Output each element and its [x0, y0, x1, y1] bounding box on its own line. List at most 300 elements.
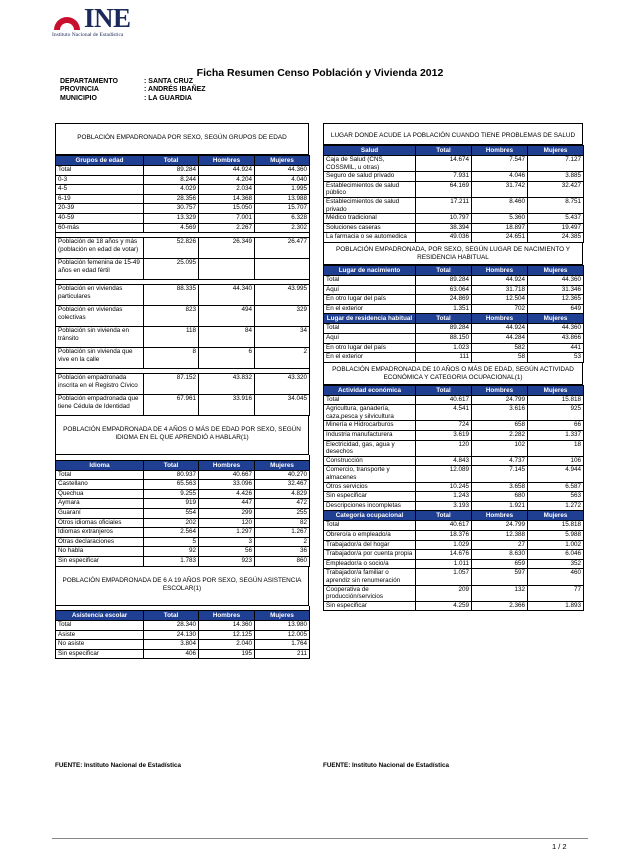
section-title-school-attendance: POBLACIÓN EMPADRONADA DE 6 A 19 AÑOS POR SEXO, SEGÚN ASISTENCIA ESCOLAR(1)	[55, 567, 309, 606]
section-title-language: POBLACIÓN EMPADRONADA DE 4 AÑOS O MÁS DE EDAD POR SEXO, SEGÚN IDIOMA EN EL QUE APRENDIÓ A HABLAR(1)	[55, 416, 309, 455]
cell-value: 563	[528, 492, 584, 502]
table-row	[324, 197, 584, 213]
cell-value: 89.284	[416, 275, 472, 285]
cell-value	[255, 259, 310, 280]
cell-value: 9.255	[144, 489, 199, 499]
cell-value: 352	[528, 559, 584, 569]
cell-value: 1.297	[199, 528, 255, 538]
row-label: Aquí	[324, 333, 416, 343]
cell-value: 24.799	[472, 521, 528, 531]
column-header: Mujeres	[255, 611, 310, 621]
ine-logo-text: INE	[84, 3, 131, 33]
cell-value: 106	[528, 456, 584, 466]
cell-value: 1.243	[416, 492, 472, 502]
source-note-right: FUENTE: Instituto Nacional de Estadística	[323, 762, 449, 769]
cell-value: 406	[144, 649, 199, 659]
cell-value: 24.130	[144, 630, 199, 640]
table-row	[56, 480, 310, 490]
meta-value: : LA GUARDIA	[144, 94, 192, 102]
column-header: Mujeres	[528, 314, 584, 324]
age-groups-table	[55, 155, 310, 416]
cell-value	[199, 259, 255, 280]
cell-value: 28.356	[144, 194, 199, 204]
table-row	[324, 285, 584, 295]
table-row	[56, 518, 310, 528]
cell-value: 13.980	[255, 621, 310, 631]
cell-value: 7.931	[416, 172, 472, 182]
cell-value: 24.869	[416, 295, 472, 305]
cell-value: 65.563	[144, 480, 199, 490]
row-label: Total	[324, 324, 416, 334]
cell-value: 44.360	[255, 166, 310, 176]
table-header-row	[56, 460, 310, 470]
economic-activity-table	[323, 385, 584, 612]
row-label: Población sin vivienda que vive en la calle	[56, 348, 144, 369]
cell-value: 3.193	[416, 501, 472, 511]
cell-value: 6.328	[255, 213, 310, 223]
table-row	[56, 509, 310, 519]
cell-value: 1.995	[255, 185, 310, 195]
cell-value: 659	[472, 559, 528, 569]
cell-value: 1.029	[416, 540, 472, 550]
cell-value: 8.630	[472, 550, 528, 560]
cell-value: 1.002	[528, 540, 584, 550]
cell-value: 3.616	[472, 405, 528, 421]
row-label: Población sin vivienda en tránsito	[56, 327, 144, 348]
section-title-age-groups: POBLACIÓN EMPADRONADA POR SEXO, SEGÚN GRUPOS DE EDAD	[55, 123, 309, 155]
cell-value: 64.169	[416, 181, 472, 197]
column-header: Hombres	[472, 265, 528, 275]
table-row	[56, 166, 310, 176]
cell-value: 10.245	[416, 482, 472, 492]
cell-value: 2	[255, 348, 310, 369]
table-row	[324, 492, 584, 502]
cell-value: 43.320	[255, 374, 310, 395]
table-row	[56, 185, 310, 195]
source-note-left: FUENTE: Instituto Nacional de Estadística	[55, 762, 181, 769]
table-row	[324, 324, 584, 334]
column-header: Mujeres	[528, 146, 584, 156]
meta-label: MUNICIPIO	[60, 94, 97, 102]
row-label: Sin especificar	[56, 557, 144, 567]
row-label: Comercio, transporte y almacenes	[324, 466, 416, 482]
meta-label: DEPARTAMENTO	[60, 78, 118, 85]
table-row	[324, 172, 584, 182]
row-label: Total	[324, 275, 416, 285]
cell-value: 89.284	[416, 324, 472, 334]
cell-value: 44.924	[472, 324, 528, 334]
cell-value: 582	[472, 343, 528, 353]
table-row	[56, 557, 310, 567]
cell-value: 43.832	[199, 374, 255, 395]
table-row	[56, 470, 310, 480]
cell-value: 53	[528, 353, 584, 363]
column-header: Total	[416, 511, 472, 521]
meta-row-provincia	[60, 86, 206, 94]
cell-value: 5	[144, 537, 199, 547]
table-row	[324, 156, 584, 172]
row-label: Otros idiomas oficiales	[56, 518, 144, 528]
column-header: Hombres	[472, 385, 528, 395]
table-row	[324, 466, 584, 482]
cell-value: 4.029	[144, 185, 199, 195]
cell-value: 15.707	[255, 204, 310, 214]
table-row	[56, 213, 310, 223]
cell-value: 1.337	[528, 431, 584, 441]
table-row	[56, 528, 310, 538]
table-row	[324, 181, 584, 197]
cell-value: 554	[144, 509, 199, 519]
cell-value: 26.477	[255, 238, 310, 259]
column-header: Mujeres	[528, 511, 584, 521]
table-row	[324, 395, 584, 405]
cell-value: 329	[255, 306, 310, 327]
cell-value: 31.718	[472, 285, 528, 295]
row-label: Población empadronada que tiene Cédula de Identidad	[56, 395, 144, 416]
table-row	[324, 501, 584, 511]
table-row	[324, 333, 584, 343]
table-row	[56, 223, 310, 233]
table-row	[56, 630, 310, 640]
row-label: Total	[324, 521, 416, 531]
language-table	[55, 455, 310, 566]
table-row	[56, 395, 310, 416]
cell-value: 132	[472, 585, 528, 601]
cell-value: 7.547	[472, 156, 528, 172]
cell-value: 919	[144, 499, 199, 509]
row-label: 6-19	[56, 194, 144, 204]
cell-value: 17.211	[416, 197, 472, 213]
cell-value: 56	[199, 547, 255, 557]
table-row	[324, 233, 584, 243]
cell-value: 860	[255, 557, 310, 567]
ine-logo-mark-icon	[52, 6, 82, 32]
table-header-row	[324, 314, 584, 324]
cell-value: 40.667	[199, 470, 255, 480]
cell-value: 87.152	[144, 374, 199, 395]
cell-value: 3.658	[472, 482, 528, 492]
column-header: Actividad económica	[324, 385, 416, 395]
table-row	[324, 214, 584, 224]
table-row	[56, 194, 310, 204]
table-row	[324, 223, 584, 233]
cell-value: 649	[528, 304, 584, 314]
cell-value: 2.034	[199, 185, 255, 195]
column-header: Hombres	[472, 314, 528, 324]
column-header: Total	[416, 385, 472, 395]
cell-value: 34	[255, 327, 310, 348]
cell-value: 4.204	[199, 175, 255, 185]
row-label: En el exterior	[324, 304, 416, 314]
cell-value: 4.843	[416, 456, 472, 466]
row-label: Industria manufacturera	[324, 431, 416, 441]
cell-value: 89.284	[144, 166, 199, 176]
location-meta	[60, 78, 206, 103]
table-row	[56, 259, 310, 280]
cell-value: 472	[255, 499, 310, 509]
row-label: Sin especificar	[324, 601, 416, 611]
column-header: Salud	[324, 146, 416, 156]
row-label: Establecimientos de salud público	[324, 181, 416, 197]
health-table	[323, 145, 584, 243]
row-label: Establecimientos de salud privado	[324, 197, 416, 213]
column-header: Total	[416, 265, 472, 275]
cell-value: 44.360	[528, 324, 584, 334]
table-row	[56, 547, 310, 557]
cell-value: 702	[472, 304, 528, 314]
cell-value: 102	[472, 440, 528, 456]
cell-value: 5.988	[528, 531, 584, 541]
column-header: Mujeres	[255, 156, 310, 166]
cell-value: 13.988	[255, 194, 310, 204]
row-label: Idiomas extranjeros	[56, 528, 144, 538]
birthplace-residence-table	[323, 265, 584, 363]
cell-value: 4.569	[144, 223, 199, 233]
cell-value: 66	[528, 421, 584, 431]
cell-value: 14.360	[199, 621, 255, 631]
cell-value: 8.460	[472, 197, 528, 213]
cell-value: 52.826	[144, 238, 199, 259]
table-row	[56, 537, 310, 547]
row-label: Minería e Hidrocarburos	[324, 421, 416, 431]
cell-value: 299	[199, 509, 255, 519]
cell-value: 13.329	[144, 213, 199, 223]
row-label: Empleador/a o socio/a	[324, 559, 416, 569]
row-label: No asiste	[56, 640, 144, 650]
table-row	[324, 585, 584, 601]
column-header: Mujeres	[255, 460, 310, 470]
cell-value: 44.340	[199, 285, 255, 306]
table-row	[56, 640, 310, 650]
row-label: Población en viviendas colectivas	[56, 306, 144, 327]
column-header: Categoría ocupacional	[324, 511, 416, 521]
row-label: Cooperativa de producción/servicios	[324, 585, 416, 601]
right-panel	[323, 123, 583, 611]
cell-value: 40.617	[416, 521, 472, 531]
row-label: Agricultura, ganadería, caza,pesca y silvicultura	[324, 405, 416, 421]
document-title: Ficha Resumen Censo Población y Vivienda 2012	[196, 67, 444, 79]
cell-value: 26.349	[199, 238, 255, 259]
cell-value: 43.995	[255, 285, 310, 306]
cell-value: 67.961	[144, 395, 199, 416]
cell-value: 82	[255, 518, 310, 528]
table-row	[56, 285, 310, 306]
row-label: No habla	[56, 547, 144, 557]
cell-value: 8.244	[144, 175, 199, 185]
column-header: Asistencia escolar	[56, 611, 144, 621]
cell-value: 209	[416, 585, 472, 601]
cell-value: 88.150	[416, 333, 472, 343]
row-label: Quechua	[56, 489, 144, 499]
table-row	[56, 621, 310, 631]
row-label: Población empadronada inscrita en el Registro Cívico	[56, 374, 144, 395]
cell-value: 15.818	[528, 395, 584, 405]
cell-value: 19.497	[528, 223, 584, 233]
cell-value: 1.351	[416, 304, 472, 314]
cell-value: 14.368	[199, 194, 255, 204]
column-header: Total	[144, 156, 199, 166]
row-label: En otro lugar del país	[324, 343, 416, 353]
table-row	[56, 306, 310, 327]
row-label: Sin especificar	[324, 492, 416, 502]
cell-value: 25.095	[144, 259, 199, 280]
cell-value: 27	[472, 540, 528, 550]
school-attendance-table	[55, 606, 310, 660]
cell-value: 44.284	[472, 333, 528, 343]
cell-value: 36	[255, 547, 310, 557]
table-row	[56, 327, 310, 348]
table-row	[324, 275, 584, 285]
table-row	[324, 540, 584, 550]
row-label: Población de 18 años y más (población en edad de votar)	[56, 238, 144, 259]
cell-value: 1.011	[416, 559, 472, 569]
cell-value: 63.064	[416, 285, 472, 295]
cell-value: 32.427	[528, 181, 584, 197]
row-label: Asiste	[56, 630, 144, 640]
page-number: 1 / 2	[552, 842, 567, 851]
cell-value: 30.757	[144, 204, 199, 214]
cell-value: 658	[472, 421, 528, 431]
row-label: Total	[56, 621, 144, 631]
cell-value: 34.045	[255, 395, 310, 416]
row-label: Trabajador/a por cuenta propia	[324, 550, 416, 560]
cell-value: 7.145	[472, 466, 528, 482]
cell-value: 92	[144, 547, 199, 557]
cell-value: 12.388	[472, 531, 528, 541]
cell-value: 2.040	[199, 640, 255, 650]
cell-value: 7.001	[199, 213, 255, 223]
cell-value: 44.924	[472, 275, 528, 285]
cell-value: 31.346	[528, 285, 584, 295]
column-header: Total	[144, 460, 199, 470]
cell-value: 80.937	[144, 470, 199, 480]
table-row	[324, 521, 584, 531]
cell-value: 823	[144, 306, 199, 327]
cell-value: 40.617	[416, 395, 472, 405]
row-label: Sin especificar	[56, 649, 144, 659]
row-label: Trabajador/a del hogar	[324, 540, 416, 550]
row-label: 60-más	[56, 223, 144, 233]
column-header: Mujeres	[528, 265, 584, 275]
cell-value: 724	[416, 421, 472, 431]
table-row	[324, 482, 584, 492]
cell-value: 18.897	[472, 223, 528, 233]
cell-value: 88.335	[144, 285, 199, 306]
cell-value: 33.916	[199, 395, 255, 416]
table-row	[324, 431, 584, 441]
cell-value: 2.282	[472, 431, 528, 441]
table-row	[56, 649, 310, 659]
cell-value: 1.921	[472, 501, 528, 511]
table-row	[56, 489, 310, 499]
cell-value: 120	[416, 440, 472, 456]
row-label: 40-59	[56, 213, 144, 223]
table-header-row	[324, 511, 584, 521]
table-row	[56, 499, 310, 509]
cell-value: 2.366	[472, 601, 528, 611]
section-title-health: LUGAR DONDE ACUDE LA POBLACIÓN CUANDO TIENE PROBLEMAS DE SALUD	[323, 123, 583, 145]
row-label: Aymara	[56, 499, 144, 509]
ine-logo-subtext: Instituto Nacional de Estadística	[52, 32, 124, 38]
cell-value: 49.036	[416, 233, 472, 243]
cell-value: 40.270	[255, 470, 310, 480]
table-row	[324, 421, 584, 431]
cell-value: 18.376	[416, 531, 472, 541]
cell-value: 925	[528, 405, 584, 421]
row-label: Electricidad, gas, agua y desechos	[324, 440, 416, 456]
cell-value: 447	[199, 499, 255, 509]
meta-row-municipio	[60, 95, 206, 103]
cell-value: 118	[144, 327, 199, 348]
section-title-birthplace-residence: POBLACIÓN EMPADRONADA, POR SEXO, SEGÚN LUGAR DE NACIMIENTO Y RESIDENCIA HABITUAL	[323, 243, 583, 265]
cell-value: 12.125	[199, 630, 255, 640]
table-row	[56, 348, 310, 369]
table-row	[324, 559, 584, 569]
cell-value: 4.426	[199, 489, 255, 499]
cell-value: 2.267	[199, 223, 255, 233]
cell-value: 44.924	[199, 166, 255, 176]
column-header: Hombres	[472, 146, 528, 156]
cell-value: 12.365	[528, 295, 584, 305]
cell-value: 3	[199, 537, 255, 547]
cell-value: 58	[472, 353, 528, 363]
ine-logo	[52, 4, 192, 38]
table-row	[324, 304, 584, 314]
section-title-economic-activity: POBLACIÓN EMPADRONADA DE 10 AÑOS O MÁS DE EDAD, SEGÚN ACTIVIDAD ECONÓMICA Y CATEGORIA OCUPACIONAL(1)	[323, 363, 583, 385]
cell-value: 10.797	[416, 214, 472, 224]
footer-divider	[52, 838, 588, 839]
table-row	[56, 238, 310, 259]
row-label: Guaraní	[56, 509, 144, 519]
column-header: Total	[416, 146, 472, 156]
cell-value: 24.799	[472, 395, 528, 405]
row-label: Descripciones incompletas	[324, 501, 416, 511]
cell-value: 31.742	[472, 181, 528, 197]
table-row	[324, 343, 584, 353]
row-label: 20-39	[56, 204, 144, 214]
table-row	[324, 531, 584, 541]
row-label: Construcción	[324, 456, 416, 466]
row-label: Trabajador/a familiar o aprendiz sin renumeración	[324, 569, 416, 585]
row-label: En el exterior	[324, 353, 416, 363]
table-header-row	[56, 611, 310, 621]
cell-value: 4.541	[416, 405, 472, 421]
meta-value: : ANDRÉS IBAÑEZ	[144, 86, 206, 94]
cell-value: 15.050	[199, 204, 255, 214]
cell-value: 494	[199, 306, 255, 327]
cell-value: 38.394	[416, 223, 472, 233]
table-row	[324, 550, 584, 560]
table-row	[324, 569, 584, 585]
cell-value: 4.737	[472, 456, 528, 466]
cell-value: 597	[472, 569, 528, 585]
cell-value: 202	[144, 518, 199, 528]
column-header: Hombres	[199, 611, 255, 621]
cell-value: 2	[255, 537, 310, 547]
column-header: Lugar de nacimiento	[324, 265, 416, 275]
cell-value: 460	[528, 569, 584, 585]
cell-value: 3.804	[144, 640, 199, 650]
cell-value: 441	[528, 343, 584, 353]
row-label: Caja de Salud (CNS, COSSMIL, u otras)	[324, 156, 416, 172]
table-row	[324, 601, 584, 611]
cell-value: 211	[255, 649, 310, 659]
cell-value: 111	[416, 353, 472, 363]
cell-value: 5.437	[528, 214, 584, 224]
row-label: Seguro de salud privado	[324, 172, 416, 182]
cell-value: 1.764	[255, 640, 310, 650]
row-label: Castellano	[56, 480, 144, 490]
